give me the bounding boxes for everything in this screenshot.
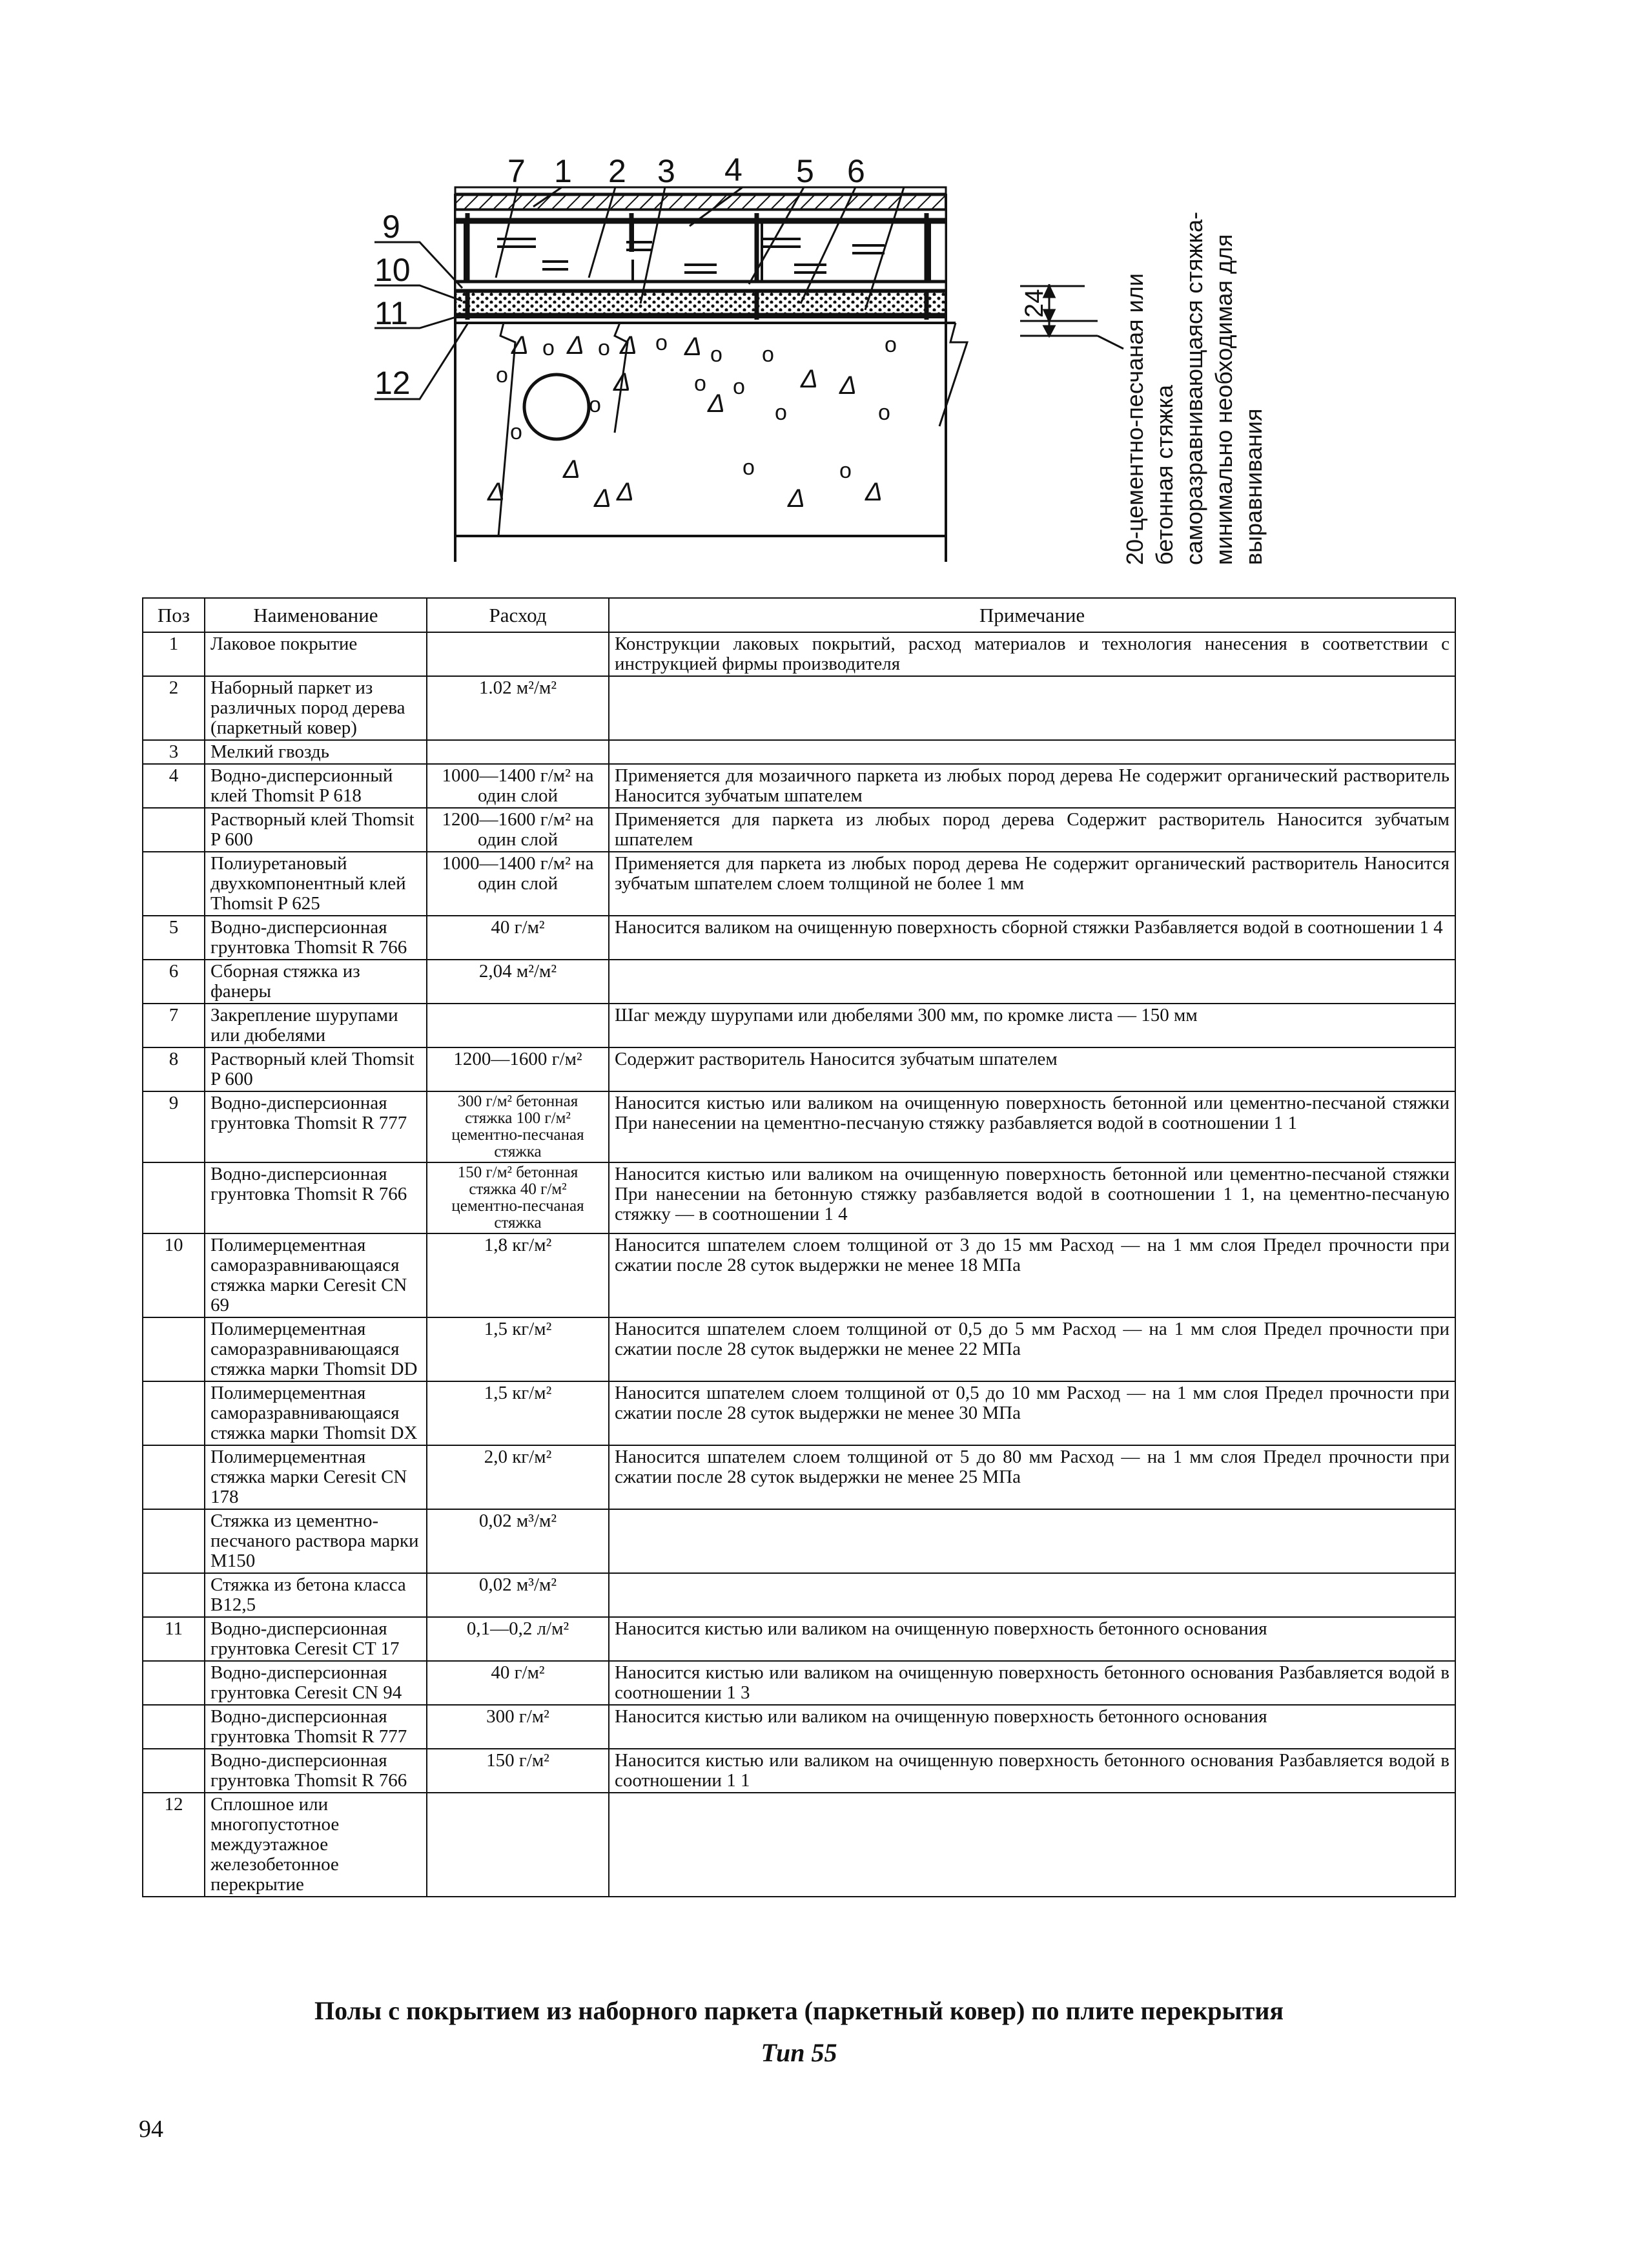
table-row [143,1445,1455,1509]
row-name: Водно-дисперсионная грунтовка Ceresit CT 17 [205,1617,427,1661]
row-rate: 1,5 кг/м² [427,1317,609,1381]
table-row [143,960,1455,1004]
row-name: Водно-дисперсионная грунтовка Thomsit R 766 [205,1749,427,1793]
row-rate [427,740,609,764]
table-row [143,1705,1455,1749]
row-note: Наносится шпателем слоем толщиной от 5 до 80 мм Расход — на 1 мм слоя Предел прочности при сжатии после 28 суток выдержки не менее 25 МПа [609,1445,1455,1509]
svg-text:Δ: Δ [788,484,805,513]
table-row [143,1162,1455,1233]
callout-11: 11 [374,295,408,331]
callout-7: 7 [507,153,526,189]
callout-1: 1 [554,153,572,189]
page-number: 94 [139,2116,163,2143]
slab [455,323,967,536]
row-name: Полимерцементная стяжка марки Ceresit CN 178 [205,1445,427,1509]
row-note: Содержит растворитель Наносится зубчатым шпателем [609,1047,1455,1091]
svg-text:Δ: Δ [708,389,725,418]
table-row [143,1793,1455,1897]
page-title: Полы с покрытием из наборного паркета (паркетный ковер) по плите перекрытия [314,1996,1284,2025]
svg-text:o: o [733,375,745,399]
row-rate: 150 г/м² бетонная стяжка 40 г/м² цементно-песчаная стяжка [427,1162,609,1233]
table-row [143,632,1455,676]
row-pos: 1 [143,632,205,676]
row-rate: 0,02 м³/м² [427,1509,609,1573]
svg-text:o: o [496,363,508,387]
table-row [143,1091,1455,1162]
callout-9: 9 [382,209,400,245]
row-rate [427,1793,609,1897]
row-rate: 300 г/м² [427,1705,609,1749]
row-pos: 2 [143,676,205,740]
svg-text:o: o [775,400,787,425]
row-note [609,960,1455,1004]
side-note-line-2: бетонная стяжка [1151,384,1178,565]
row-name: Сплошное или многопустотное междуэтажное железобетонное перекрытие [205,1793,427,1897]
row-rate: 1000—1400 г/м² на один слой [427,852,609,916]
table-row [143,916,1455,960]
svg-text:o: o [598,336,610,360]
svg-text:o: o [589,393,601,417]
svg-text:o: o [655,331,668,355]
row-note: Наносится шпателем слоем толщиной от 0,5 до 10 мм Расход — на 1 мм слоя Предел прочности при сжатии после 28 суток выдержки не менее 30 МПа [609,1381,1455,1445]
svg-text:Δ: Δ [594,484,611,513]
row-pos [143,1317,205,1381]
svg-text:Δ: Δ [563,455,580,484]
row-note: Наносится кистью или валиком на очищенную поверхность бетонного основания Разбавляется водой в соотношении 1 1 [609,1749,1455,1793]
svg-text:Δ: Δ [617,478,634,506]
row-pos: 7 [143,1004,205,1047]
row-note: Применяется для паркета из любых пород дерева Не содержит органический растворитель Наносится зубчатым шпателем слоем толщиной не более 1 мм [609,852,1455,916]
row-pos: 11 [143,1617,205,1661]
table-row [143,1047,1455,1091]
svg-text:o: o [878,400,890,425]
row-note: Наносится кистью или валиком на очищенную поверхность бетонной или цементно-песчаной стяжки При нанесении на цементно-песчаную стяжку разбавляется водой в соотношении 1 1 [609,1091,1455,1162]
table-row [143,1233,1455,1317]
svg-text:o: o [839,459,852,483]
row-pos: 9 [143,1091,205,1162]
row-pos [143,1573,205,1617]
row-name: Стяжка из бетона класса В12,5 [205,1573,427,1617]
side-note-line-1: 20-цементно-песчаная или [1122,273,1148,565]
spec-table [142,597,1456,1897]
svg-text:o: o [510,420,522,444]
row-pos: 4 [143,764,205,808]
table-row [143,740,1455,764]
row-pos [143,1509,205,1573]
row-name: Наборный паркет из различных пород дерева (паркетный ковер) [205,676,427,740]
side-note-line-4: минимально необходимая для [1211,234,1237,565]
row-rate: 1200—1600 г/м² [427,1047,609,1091]
row-name: Растворный клей Thomsit P 600 [205,1047,427,1091]
table-row [143,676,1455,740]
row-note: Наносится кистью или валиком на очищенную поверхность бетонного основания [609,1705,1455,1749]
callout-3: 3 [657,153,675,189]
callout-12: 12 [374,365,411,401]
table-row [143,1509,1455,1573]
table-row [143,1381,1455,1445]
row-name: Стяжка из цементно-песчаного раствора марки М150 [205,1509,427,1573]
row-rate: 40 г/м² [427,916,609,960]
row-name: Полимерцементная саморазравнивающаяся стяжка марки Thomsit DD [205,1317,427,1381]
row-name: Сборная стяжка из фанеры [205,960,427,1004]
row-note [609,740,1455,764]
table-row [143,1749,1455,1793]
row-rate: 150 г/м² [427,1749,609,1793]
row-rate: 40 г/м² [427,1661,609,1705]
row-rate: 1200—1600 г/м² на один слой [427,808,609,852]
row-rate: 2,0 кг/м² [427,1445,609,1509]
svg-text:o: o [743,455,755,480]
row-note: Наносится шпателем слоем толщиной от 3 до 15 мм Расход — на 1 мм слоя Предел прочности при сжатии после 28 суток выдержки не менее 18 МПа [609,1233,1455,1317]
row-rate: 1000—1400 г/м² на один слой [427,764,609,808]
row-pos [143,1661,205,1705]
row-note: Наносится валиком на очищенную поверхность сборной стяжки Разбавляется водой в соотношении 1 4 [609,916,1455,960]
row-note: Наносится шпателем слоем толщиной от 0,5 до 5 мм Расход — на 1 мм слоя Предел прочности при сжатии после 28 суток выдержки не менее 22 МПа [609,1317,1455,1381]
row-note [609,1573,1455,1617]
table-row [143,1617,1455,1661]
callout-10: 10 [374,252,411,288]
svg-text:Δ: Δ [839,371,857,400]
svg-text:Δ: Δ [487,478,505,506]
row-pos [143,852,205,916]
row-rate: 1,5 кг/м² [427,1381,609,1445]
row-rate: 2,04 м²/м² [427,960,609,1004]
row-note: Наносится кистью или валиком на очищенную поверхность бетонного основания Разбавляется водой в соотношении 1 3 [609,1661,1455,1705]
table-header-row [143,598,1455,632]
svg-text:o: o [694,371,706,396]
header-rate: Расход [427,598,609,632]
row-rate: 0,02 м³/м² [427,1573,609,1617]
row-rate: 1,8 кг/м² [427,1233,609,1317]
table-row [143,1317,1455,1381]
svg-text:Δ: Δ [613,368,631,397]
table-row [143,1004,1455,1047]
callout-2: 2 [608,153,626,189]
row-pos: 3 [143,740,205,764]
table-row [143,808,1455,852]
svg-text:Δ: Δ [865,478,883,506]
row-name: Водно-дисперсионная грунтовка Thomsit R 766 [205,1162,427,1233]
row-name: Водно-дисперсионная грунтовка Thomsit R 766 [205,916,427,960]
row-name: Мелкий гвоздь [205,740,427,764]
row-rate: 0,1—0,2 л/м² [427,1617,609,1661]
row-rate [427,632,609,676]
svg-text:o: o [885,333,897,357]
row-name: Водно-дисперсионная грунтовка Thomsit R 777 [205,1091,427,1162]
row-name: Закрепление шурупами или дюбелями [205,1004,427,1047]
row-pos [143,1749,205,1793]
svg-text:Δ: Δ [684,333,702,361]
row-pos: 12 [143,1793,205,1897]
row-note: Применяется для мозаичного паркета из любых пород дерева Не содержит органический растворитель Наносится зубчатым шпателем [609,764,1455,808]
row-name: Полимерцементная саморазравнивающаяся стяжка марки Thomsit DX [205,1381,427,1445]
svg-text:Δ: Δ [620,331,637,360]
table-row [143,764,1455,808]
row-rate [427,1004,609,1047]
row-pos [143,1381,205,1445]
row-name: Водно-дисперсионная грунтовка Thomsit R 777 [205,1705,427,1749]
table-row [143,1573,1455,1617]
type-label: Тип 55 [761,2038,837,2067]
row-pos [143,1705,205,1749]
row-note: Применяется для паркета из любых пород дерева Содержит растворитель Наносится зубчатым шпателем [609,808,1455,852]
row-note: Наносится кистью или валиком на очищенную поверхность бетонной или цементно-песчаной стяжки При нанесении на бетонную стяжку разбавляется водой в соотношении 1 1, на цементно-песчаную стяжку — в соотношении 1 4 [609,1162,1455,1233]
side-note-line-3: саморазравнивающаяся стяжка- [1181,211,1207,565]
left-callouts [374,209,411,401]
header-pos: Поз [143,598,205,632]
row-pos: 5 [143,916,205,960]
row-name: Водно-дисперсионная грунтовка Ceresit CN 94 [205,1661,427,1705]
table-row [143,852,1455,916]
callout-4: 4 [724,152,743,188]
top-callouts [507,152,865,189]
row-note: Конструкции лаковых покрытий, расход материалов и технология нанесения в соответствии с инструкцией фирмы производителя [609,632,1455,676]
layer-stack [455,187,946,320]
svg-text:o: o [542,336,555,360]
row-pos [143,808,205,852]
dimension-label: 24 [1020,289,1049,318]
row-name: Водно-дисперсионный клей Thomsit P 618 [205,764,427,808]
row-note [609,1793,1455,1897]
row-pos [143,1162,205,1233]
row-name: Полиуретановый двухкомпонентный клей Thomsit P 625 [205,852,427,916]
callout-5: 5 [796,153,814,189]
row-rate: 300 г/м² бетонная стяжка 100 г/м² цементно-песчаная стяжка [427,1091,609,1162]
header-note: Примечание [609,598,1455,632]
row-pos: 10 [143,1233,205,1317]
row-note [609,676,1455,740]
svg-text:Δ: Δ [801,365,818,393]
side-note-line-5: выравнивания [1240,408,1267,565]
row-name: Полимерцементная саморазравнивающаяся стяжка марки Ceresit CN 69 [205,1233,427,1317]
header-name: Наименование [205,598,427,632]
row-note: Наносится кистью или валиком на очищенную поверхность бетонного основания [609,1617,1455,1661]
side-note [1120,171,1275,565]
row-pos: 6 [143,960,205,1004]
callout-6: 6 [847,153,865,189]
svg-text:o: o [762,342,774,367]
svg-text:o: o [710,342,722,367]
row-name: Лаковое покрытие [205,632,427,676]
row-note: Шаг между шурупами или дюбелями 300 мм, по кромке листа — 150 мм [609,1004,1455,1047]
row-pos [143,1445,205,1509]
row-rate: 1.02 м²/м² [427,676,609,740]
svg-text:Δ: Δ [567,331,584,360]
svg-text:Δ: Δ [511,331,529,360]
row-name: Растворный клей Thomsit P 600 [205,808,427,852]
row-note [609,1509,1455,1573]
row-pos: 8 [143,1047,205,1091]
table-row [143,1661,1455,1705]
